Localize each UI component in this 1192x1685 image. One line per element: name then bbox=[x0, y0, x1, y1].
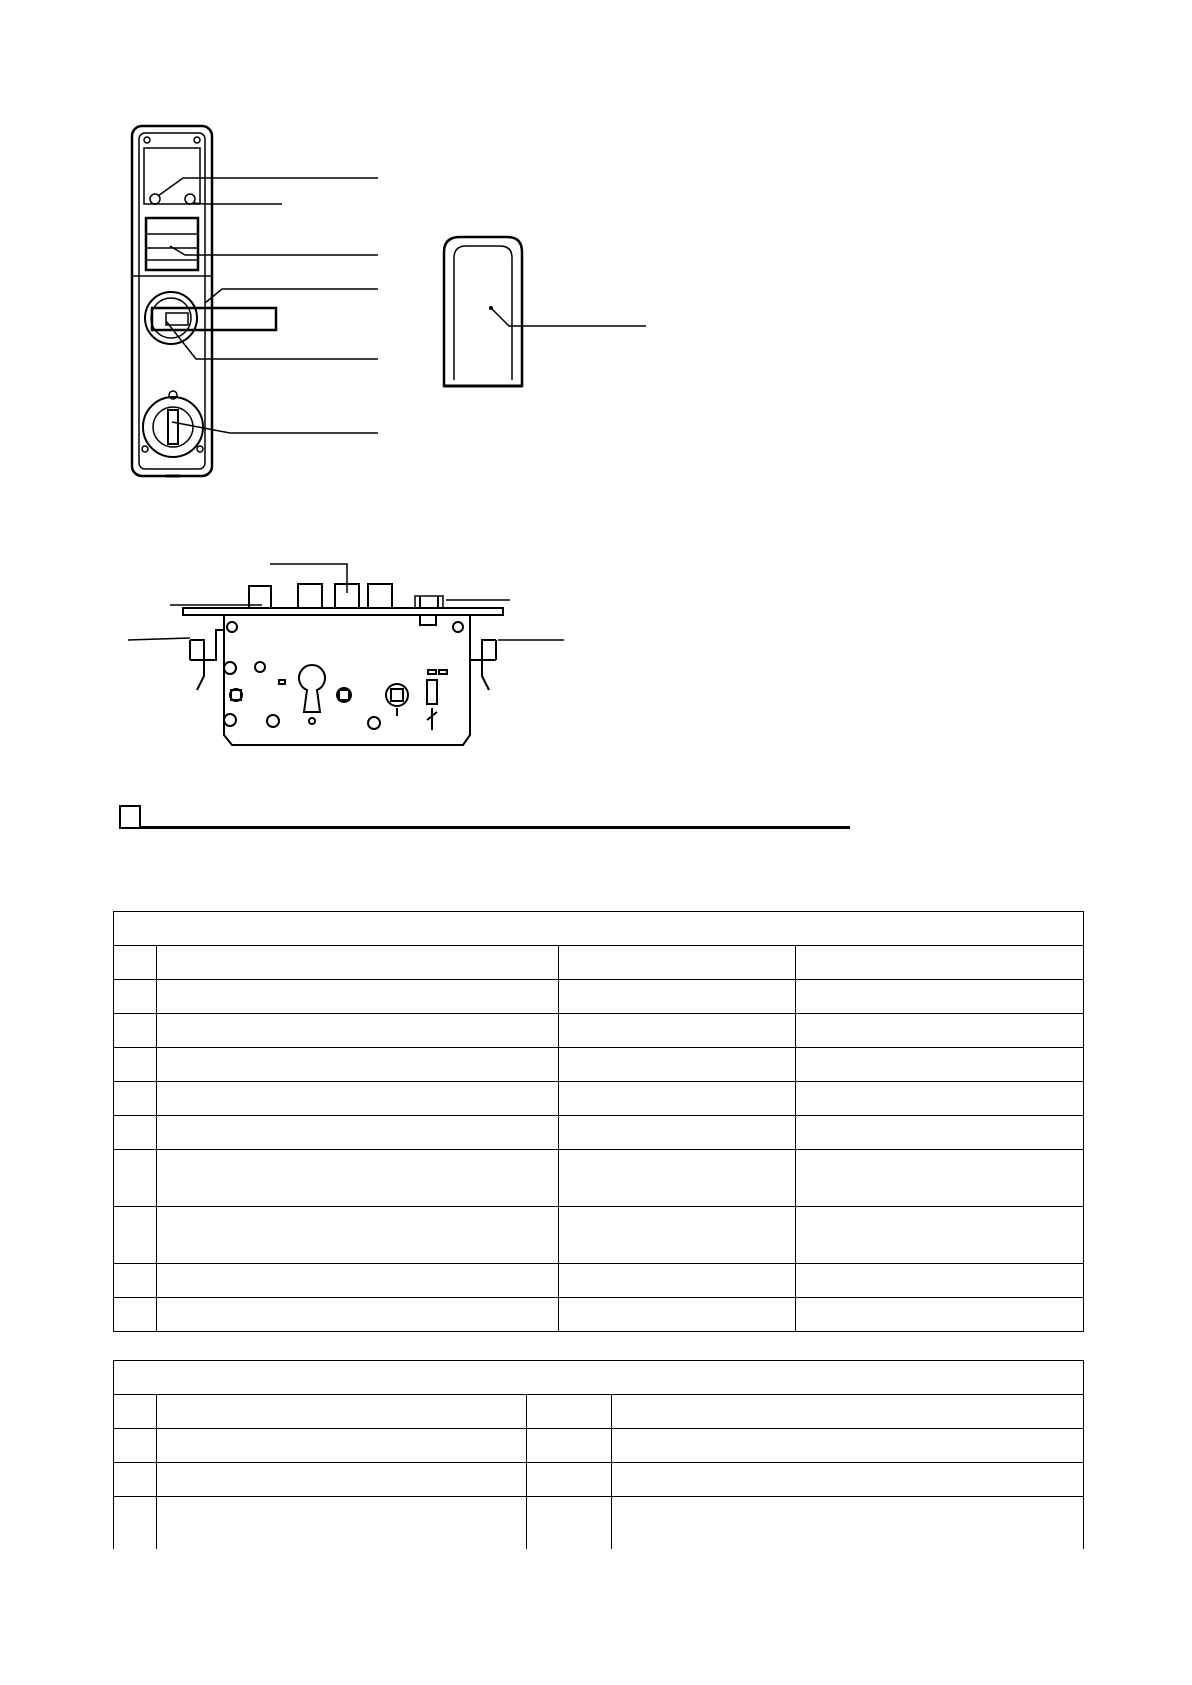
mortise-lock-diagram bbox=[183, 584, 503, 745]
table-row bbox=[114, 1150, 1084, 1207]
table-row bbox=[114, 1264, 1084, 1298]
table-row bbox=[114, 1207, 1084, 1264]
section-heading-rule bbox=[141, 826, 850, 829]
table-row bbox=[114, 1463, 1084, 1497]
table-row bbox=[114, 1014, 1084, 1048]
mortise-callout-lines bbox=[128, 564, 564, 640]
table-row bbox=[114, 1298, 1084, 1332]
table-row bbox=[114, 1048, 1084, 1082]
table-row bbox=[114, 1116, 1084, 1150]
table-row bbox=[114, 946, 1084, 980]
table-header bbox=[114, 912, 1084, 946]
lock-front-panel-diagram bbox=[0, 0, 1192, 800]
table-header bbox=[114, 1361, 1084, 1395]
table-row bbox=[114, 1429, 1084, 1463]
fingerprint-sensor bbox=[146, 218, 198, 270]
section-number-box bbox=[119, 805, 141, 829]
page-bottom-blank bbox=[0, 1549, 1192, 1685]
callout-lines bbox=[158, 178, 378, 433]
spec-table-2 bbox=[113, 1360, 1084, 1567]
spec-table-1 bbox=[113, 911, 1084, 1332]
table-row bbox=[114, 1395, 1084, 1429]
thumb-turn bbox=[143, 397, 203, 457]
battery-cover-diagram bbox=[444, 237, 646, 386]
table-row bbox=[114, 1082, 1084, 1116]
table-row bbox=[114, 980, 1084, 1014]
